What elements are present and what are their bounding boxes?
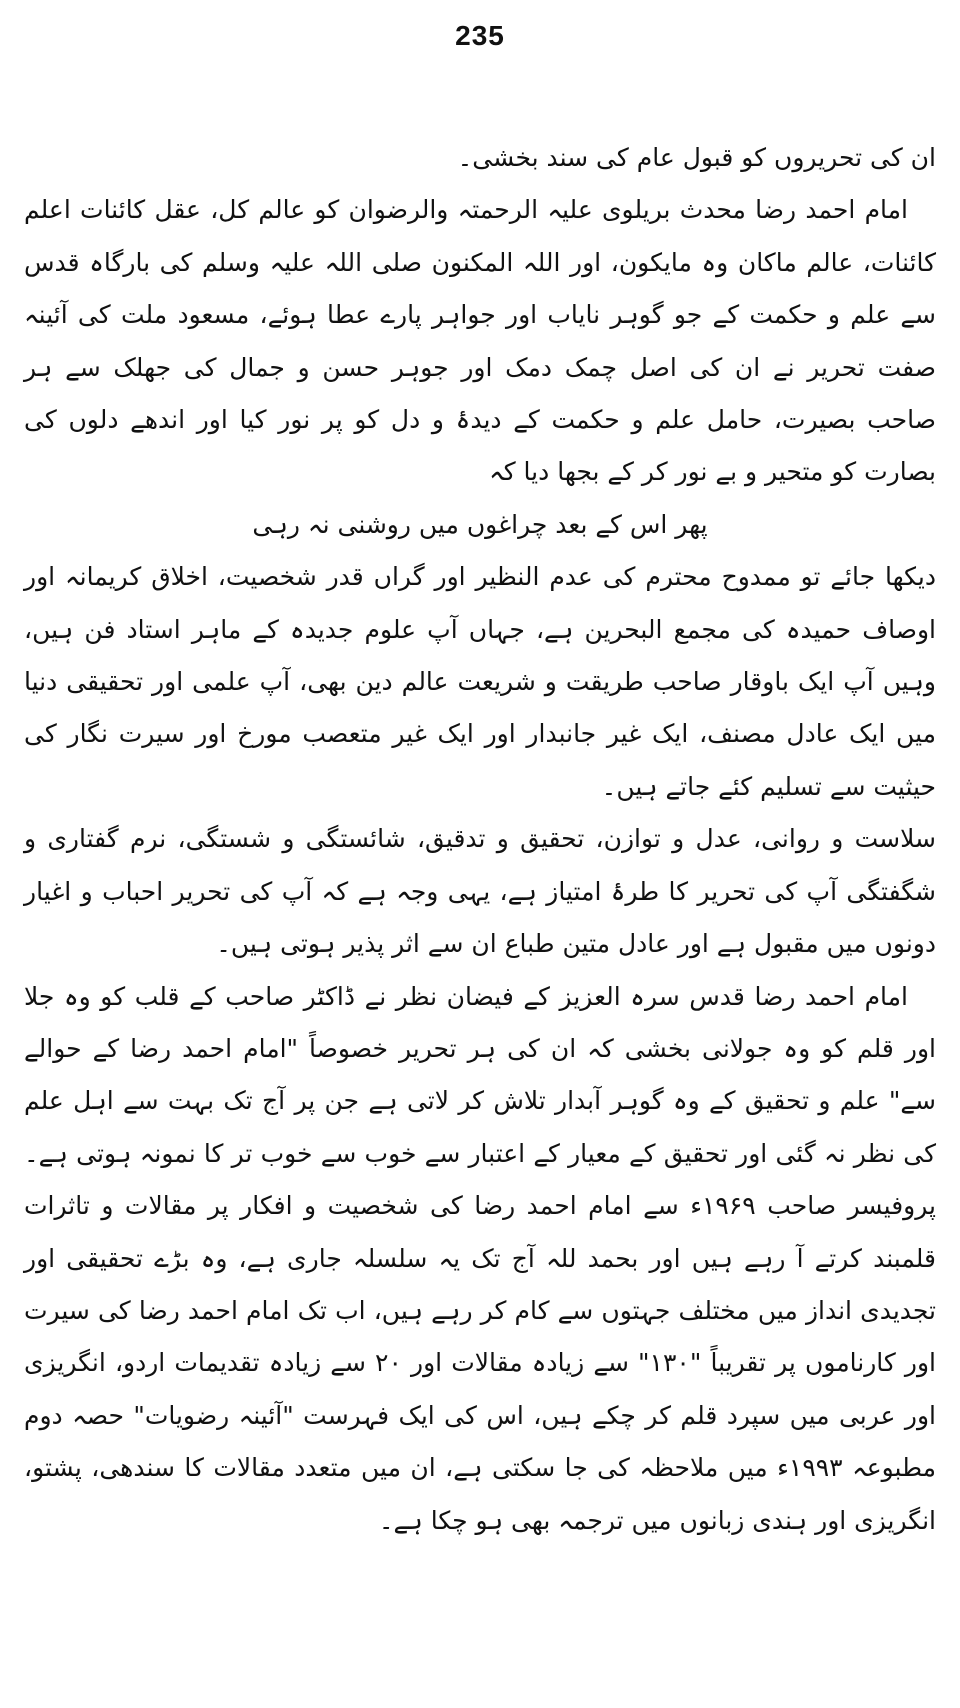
page-number: 235 [455, 20, 505, 51]
paragraph-3: دیکھا جائے تو ممدوح محترم کی عدم النظیر اور گراں قدر شخصیت، اخلاق کریمانہ اور اوصاف حمیدہ کی مجمع البحرین ہے، جہاں آپ علوم جدیدہ کے ماہر استاد فن ہیں، وہیں آپ ایک باوقار صاحب طریقت و شریعت عالم دین بھی، آپ علمی اور تحقیقی دنیا میں ایک عادل مصنف، ایک غیر جانبدار اور ایک غیر متعصب مورخ اور سیرت نگار کی حیثیت سے تسلیم کئے جاتے ہیں۔ [24, 562, 936, 801]
document-body [24, 132, 936, 1547]
verse-line: پھر اس کے بعد چراغوں میں روشنی نہ رہی [252, 509, 708, 539]
paragraph-5: امام احمد رضا قدس سرہ العزیز کے فیضان نظر نے ڈاکٹر صاحب کے قلب کو وہ جلا اور قلم کو وہ جولانی بخشی کہ ان کی ہر تحریر خصوصاً "امام احمد رضا کے حوالے سے" علم و تحقیق کے وہ گوہر آبدار تلاش کر لاتی ہے جن پر آج تک بہت سے اہل علم کی نظر نہ گئی اور تحقیق کے معیار کے اعتبار سے خوب سے خوب تر کا نمونہ ہوتی ہے۔ پروفیسر صاحب ۱۹۶۹ء سے امام احمد رضا کی شخصیت و افکار پر مقالات و تاثرات قلمبند کرتے آ رہے ہیں اور بحمد للہ آج تک یہ سلسلہ جاری ہے، وہ بڑے تحقیقی اور تجدیدی انداز میں مختلف جہتوں سے کام کر رہے ہیں، اب تک امام احمد رضا کی سیرت اور کارناموں پر تقریباً "۱۳۰" سے زیادہ مقالات اور ۲۰ سے زیادہ تقدیمات اردو، انگریزی اور عربی میں سپرد قلم کر چکے ہیں، اس کی ایک فہرست "آئینہ رضویات" حصہ دوم مطبوعہ ۱۹۹۳ء میں ملاحظہ کی جا سکتی ہے، ان میں متعدد مقالات کا سندھی، پشتو، انگریزی اور ہندی زبانوں میں ترجمہ بھی ہو چکا ہے۔ [24, 981, 937, 1535]
paragraph-1: ان کی تحریروں کو قبول عام کی سند بخشی۔ [457, 143, 936, 172]
paragraph-4: سلاست و روانی، عدل و توازن، تحقیق و تدقیق، شائستگی و شستگی، نرم گفتاری و شگفتگی آپ کی تحریر کا طرۂ امتیاز ہے، یہی وجہ ہے کہ آپ کی تحریر احباب و اغیار دونوں میں مقبول ہے اور عادل متین طباع ان سے اثر پذیر ہوتی ہیں۔ [24, 824, 936, 959]
paragraph-2: امام احمد رضا محدث بریلوی علیہ الرحمتہ والرضوان کو عالم کل، عقل کائنات اعلم کائنات، عالم ماکان وہ مایکون، اور اللہ المکنون صلی اللہ علیہ وسلم کی بارگاہ قدس سے علم و حکمت کے جو گوہر نایاب اور جواہر پارے عطا ہوئے، مسعود ملت کی آئینہ صفت تحریر نے ان کی اصل چمک دمک اور جوہر حسن و جمال کی جھلک سے ہر صاحب بصیرت، حامل علم و حکمت کے دیدۂ و دل کو پر نور کیا اور اندھے دلوں کی بصارت کو متحیر و بے نور کر کے بجھا دیا کہ [24, 195, 936, 487]
